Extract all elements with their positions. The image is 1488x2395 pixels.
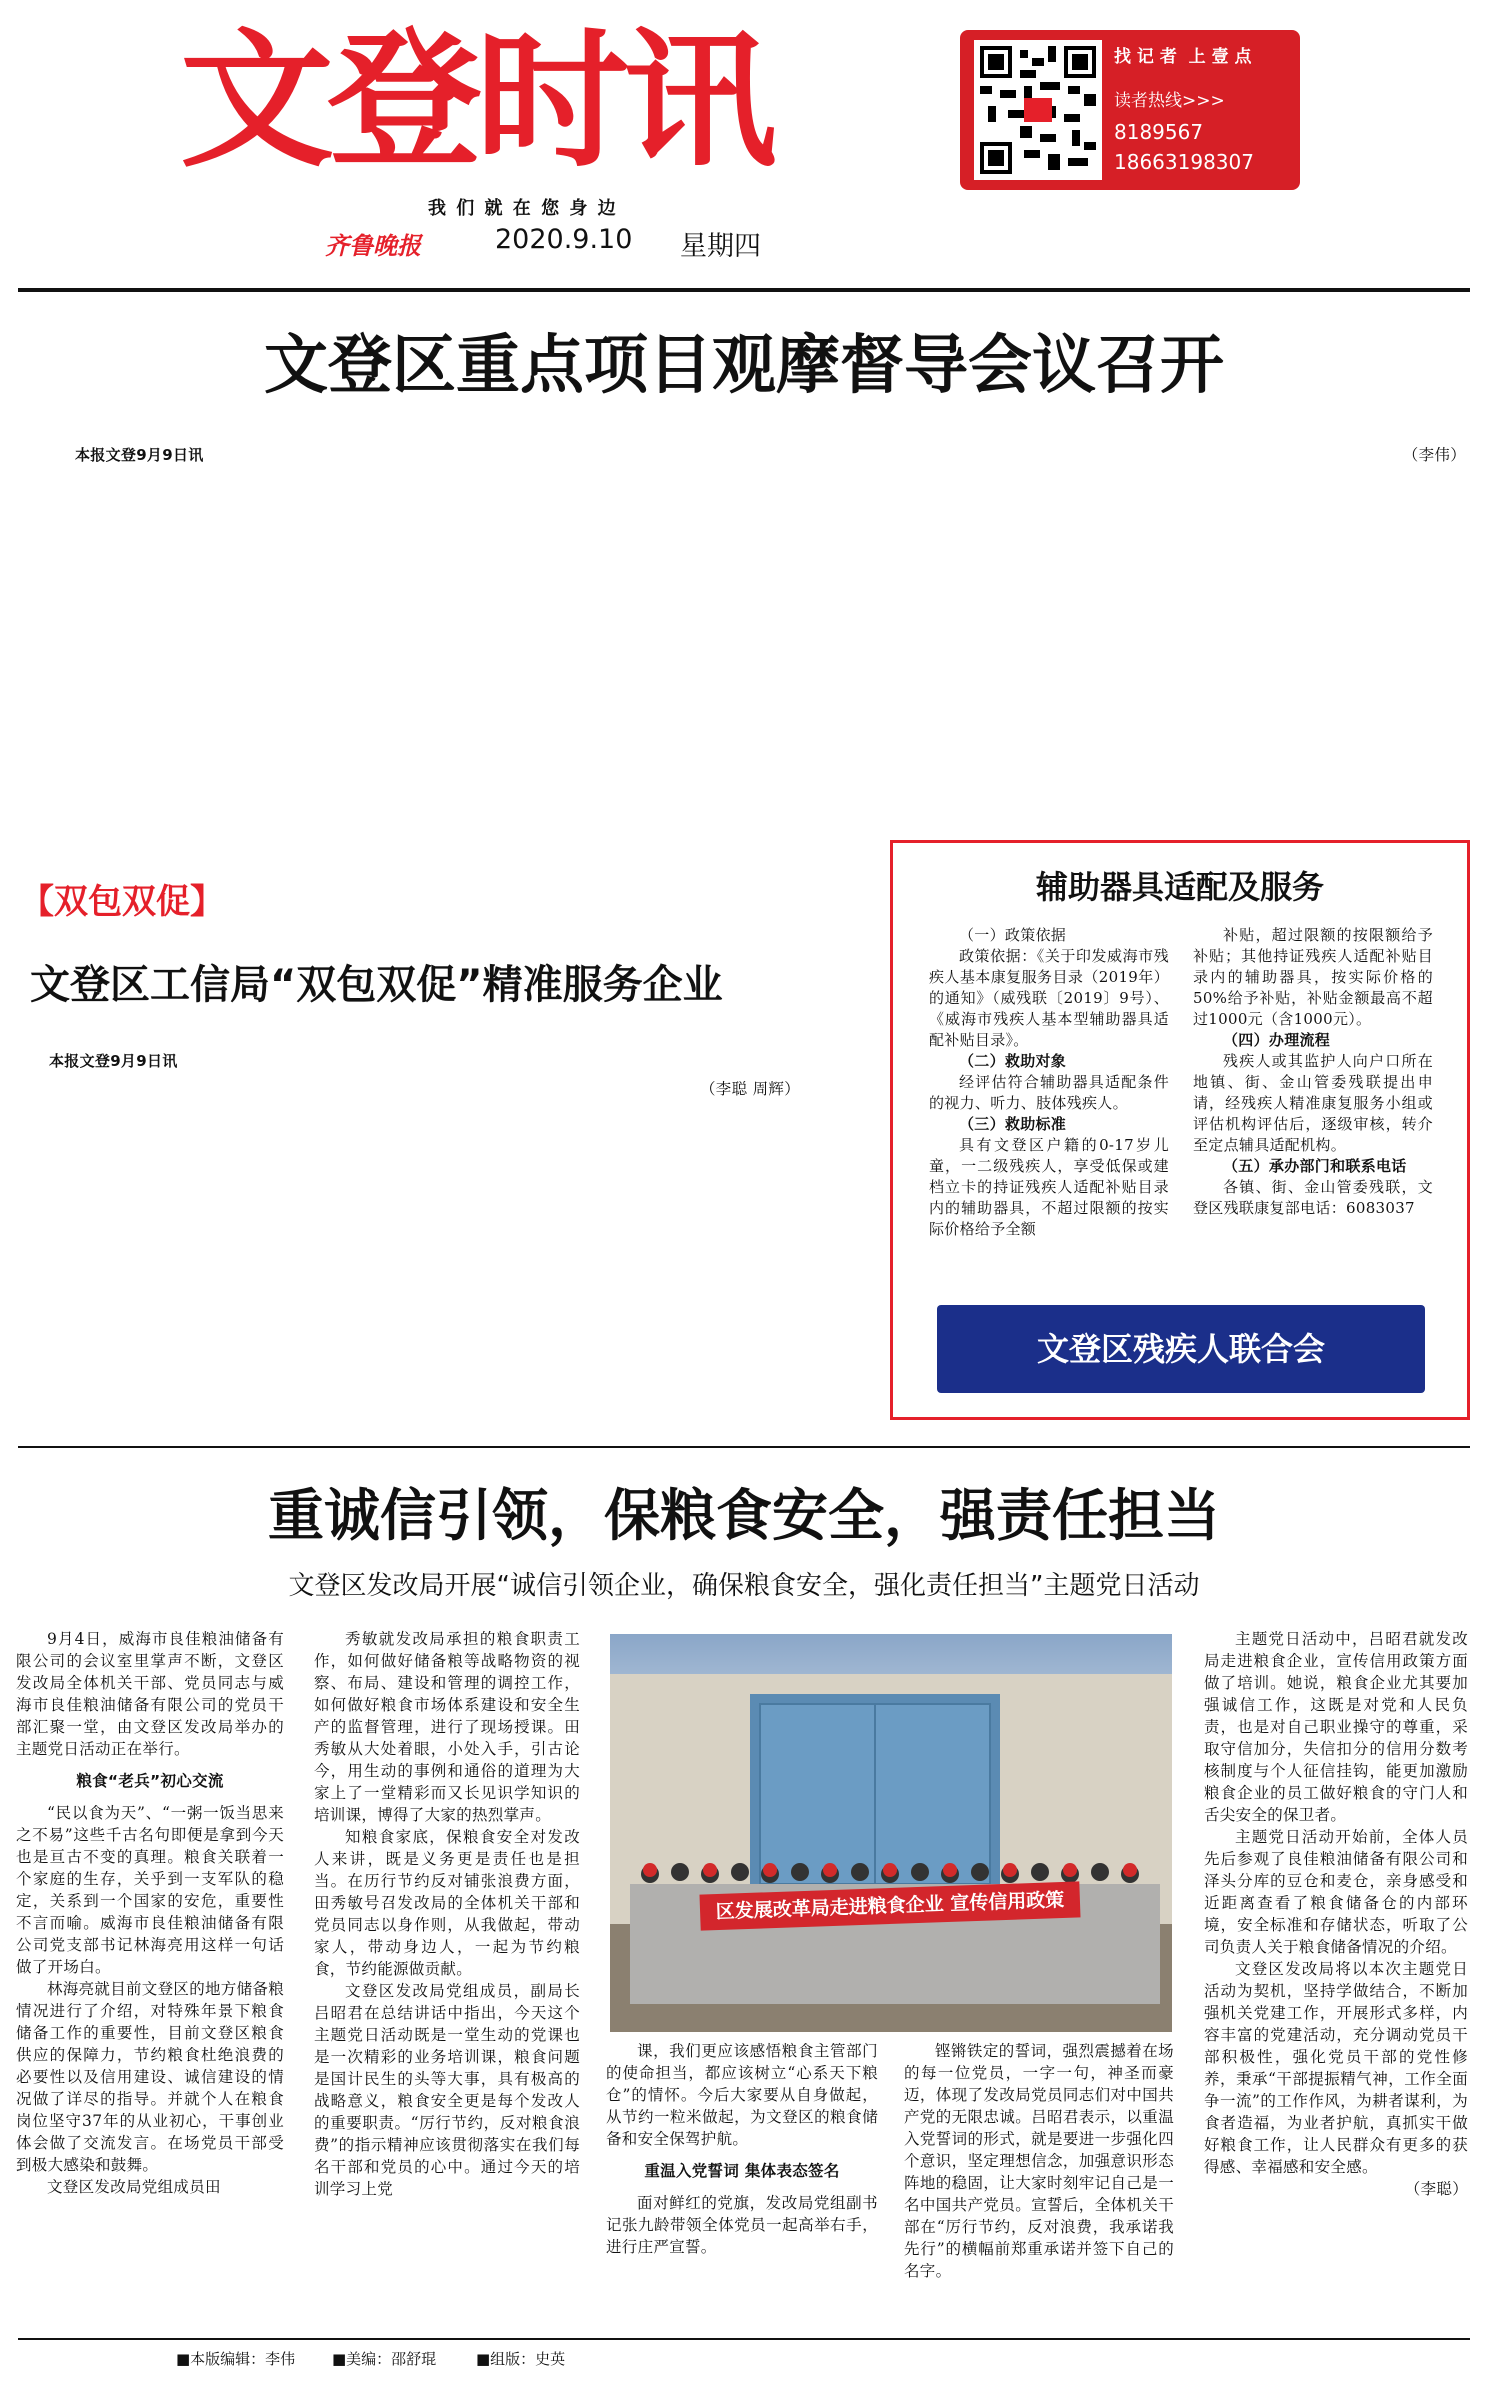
article2-tag: 【双包双促】 bbox=[20, 882, 224, 922]
footer-proof: ■组版：史英 bbox=[476, 2350, 566, 2368]
article3-col3: 课，我们更应该感悟粮食主管部门的使命担当，都应该树立“心系天下粮仓”的情怀。今后大家要从自身做起，从节约一粒米做起，为文登区的粮食储备和安全保驾护航。 重温入党誓词 集体表态签名 面对鲜红的党旗，发改局党组副书记张九龄带领全体党员一起高举右手，进行庄严宣誓。 bbox=[606, 2042, 878, 2256]
article1-signature: （李伟） bbox=[1402, 446, 1466, 464]
article2-col1 bbox=[18, 1050, 390, 1428]
phone-2: 18663198307 bbox=[1114, 150, 1254, 174]
event-photo bbox=[610, 1634, 1172, 2032]
article3-text2: 秀敏就发改局承担的粮食职责工作，如何做好储备粮等战略物资的视察、布局、建设和管理的调控工作，如何做好粮食市场体系建设和安全生产的监督管理，进行了现场授课。田秀敏从大处着眼，小处入手，引古论今，用生动的事例和通俗的道理为大家上了一堂精彩而又长见识学知识的培训课，博得了大家的热烈掌声。 bbox=[314, 1630, 580, 1824]
article1-lead: 本报文登9月9日讯 bbox=[75, 446, 204, 464]
article1-col1 bbox=[44, 444, 276, 814]
article3-text4: 铿锵铁定的誓词，强烈震撼着在场的每一位党员，一字一句，神圣而豪迈，体现了发改局党员同志们对中国共产党的无限忠诚。吕昭君表示，以重温入党誓词的形式，就是要进一步强化四个意识，坚定理想信念，加强意识形态阵地的稳固，让大家时刻牢记自己是一名中国共产党员。宣誓后，全体机关干部在“厉行节约，反对浪费，我承诺我先行”的横幅前郑重承诺并签下自己的名字。 bbox=[904, 2042, 1174, 2280]
article3-col1: 9月4日，威海市良佳粮油储备有限公司的会议室里掌声不断，文登区发改局全体机关干部、党员同志与威海市良佳粮油储备有限公司的党员干部汇聚一堂，由文登区发改局举办的主题党日活动正在举行。 粮食“老兵”初心交流 “民以食为天”、“一粥一饭当思来之不易”这些千古名句即便是拿到今天也是亘古不变的真理。粮食关联着一个家庭的生存，关乎到一支军队的稳定，关系到一个国家的安危，重要性不言而喻。威海市良佳粮油储备有限公司党支部书记林海亮用这样一句话做了开场白。 林海亮就目前文登区的地方储备粮情况进行了介绍，对特殊年景下粮食储备工作的重要性，目前文登区粮食供应的保障力，节约粮食杜绝浪费的必要性以及信用建设、诚信建设的情况做了详尽的指导。并就个人在粮食岗位坚守37年的从业初心，干事创业体会做了交流发言。在场党员干部受到极大感染和鼓舞。 文登区发改局党组成员田 bbox=[16, 1630, 284, 2196]
phone-1: 8189567 bbox=[1114, 120, 1204, 144]
service-title: 辅助器具适配及服务 bbox=[1035, 868, 1324, 906]
article2-headline: 文登区工信局“双包双促”精准服务企业 bbox=[30, 962, 723, 1008]
service-text1: （一）政策依据 bbox=[959, 926, 1067, 944]
issue-date: 2020.9.10 bbox=[495, 224, 633, 255]
article2-signature: （李聪 周辉） bbox=[699, 1080, 800, 1098]
mid-rule bbox=[18, 1446, 1470, 1448]
footer-editor: ■本版编辑：李伟 bbox=[176, 2350, 296, 2368]
article3-headline: 重诚信引领，保粮食安全，强责任担当 bbox=[268, 1484, 1220, 1549]
article3-text1: 9月4日，威海市良佳粮油储备有限公司的会议室里掌声不断，文登区发改局全体机关干部、党员同志与威海市良佳粮油储备有限公司的党员干部汇聚一堂，由文登区发改局举办的主题党日活动正在举行。 bbox=[16, 1630, 284, 1758]
article1-col4 bbox=[908, 444, 1170, 814]
paper-name: 齐鲁晚报 bbox=[325, 231, 421, 260]
article2-lead: 本报文登9月9日讯 bbox=[49, 1052, 178, 1070]
masthead-title: 文登时讯 bbox=[180, 15, 771, 187]
masthead bbox=[0, 0, 1488, 280]
service-text2: 补贴，超过限额的按限额给予补贴；其他持证残疾人适配补贴目录内的辅助器具，按实际价格的50%给予补贴，补贴金额最高不超过1000元（含1000元）。 bbox=[1193, 926, 1433, 1028]
footer-rule bbox=[18, 2338, 1470, 2340]
qr-code bbox=[974, 40, 1102, 180]
slogan: 我 们 就 在 您 身 边 bbox=[428, 198, 618, 219]
footer-design: ■美编：邵舒琨 bbox=[332, 2350, 437, 2368]
article3-subtitle: 文登区发改局开展“诚信引领企业，确保粮食安全，强化责任担当”主题党日活动 bbox=[288, 1571, 1200, 1601]
hotline-label: 读者热线>>> bbox=[1114, 91, 1225, 111]
qr-code-icon bbox=[980, 46, 1096, 174]
article3-text5: 主题党日活动中，吕昭君就发改局走进粮食企业，宣传信用政策方面做了培训。她说，粮食企业尤其要加强诚信工作，这既是对党和人民负责，也是对自己职业操守的尊重，采取守信加分，失信扣分的信用分数考核制度与个人征信挂钩，能更加激励粮食企业的员工做好粮食的守门人和舌尖安全的保卫者。 bbox=[1204, 1630, 1468, 1824]
photo-banner-text: 区发展改革局走进粮食企业 宣传信用政策 bbox=[715, 1888, 1065, 1924]
reporter-label: 找 记 者 上 壹 点 bbox=[1114, 47, 1252, 67]
article3-col5: 主题党日活动中，吕昭君就发改局走进粮食企业，宣传信用政策方面做了培训。她说，粮食企业尤其要加强诚信工作，这既是对党和人民负责，也是对自己职业操守的尊重，采取守信加分，失信扣分的信用分数考核制度与个人征信挂钩，能更加激励粮食企业的员工做好粮食的守门人和舌尖安全的保卫者。 主题党日活动开始前，全体人员先后参观了良佳粮油储备有限公司和泽头分库的豆仓和麦仓，亲身感受和近距离查看了粮食储备仓的内部环境，安全标准和存储状态，听取了公司负责人关于粮食储备情况的介绍。 文登区发改局将以本次主题党日活动为契机，坚持学做结合，不断加强机关党建工作，开展形式多样，内容丰富的党建活动，充分调动党员干部积极性，强化党员干部的党性修养，秉承“干部提振精气神，工作全面争一流”的工作作风，为耕者谋利，为食者造福，为业者护航，真抓实干做好粮食工作，让人民群众有更多的获得感、幸福感和安全感。 （李聪） bbox=[1204, 1630, 1468, 2198]
photo-scene bbox=[610, 1634, 1172, 2032]
article1-col5 bbox=[1204, 444, 1466, 820]
article3-signature: （李聪） bbox=[1404, 2180, 1468, 2198]
service-col1: （一）政策依据 政策依据：《关于印发威海市残疾人基本康复服务目录（2019年）的通知》（威残联〔2019〕9号）、《威海市残疾人基本型辅助器具适配补贴目录》。 （二）救助对象 经评估符合辅助器具适配条件的视力、听力、肢体残疾人。 （三）救助标准 具有文登区户籍的0-17岁儿童，一二级残疾人，享受低保或建档立卡的持证残疾人适配补贴目录内的辅助器具，不超过限额的按实际价格给予全额 bbox=[929, 926, 1169, 1238]
article1-col2 bbox=[316, 444, 578, 814]
article1-headline: 文登区重点项目观摩督导会议召开 bbox=[264, 329, 1224, 403]
service-box bbox=[890, 840, 1470, 1420]
service-org: 文登区残疾人联合会 bbox=[1036, 1330, 1325, 1368]
article3-col2: 秀敏就发改局承担的粮食职责工作，如何做好储备粮等战略物资的视察、布局、建设和管理的调控工作，如何做好粮食市场体系建设和安全生产的监督管理，进行了现场授课。田秀敏从大处着眼，小处入手，引古论今，用生动的事例和通俗的道理为大家上了一堂精彩而又长见识学知识的培训课，博得了大家的热烈掌声。 知粮食家底，保粮食安全对发改人来讲，既是义务更是责任也是担当。在历行节约反对铺张浪费方面，田秀敏号召发改局的全体机关干部和党员同志以身作则，从我做起，带动家人，带动身边人，一起为节约粮食，节约能源做贡献。 文登区发改局党组成员，副局长吕昭君在总结讲话中指出，今天这个主题党日活动既是一堂生动的党课也是一次精彩的业务培训课，粮食问题是国计民生的头等大事，具有极高的战略意义，粮食安全更是每个发改人的重要职责。“厉行节约，反对粮食浪费”的指示精神应该贯彻落实在我们每名干部和党员的心中。通过今天的培训学习上党 bbox=[314, 1630, 580, 2198]
article3-text3a: 课，我们更应该感悟粮食主管部门的使命担当，都应该树立“心系天下粮仓”的情怀。今后大家要从自身做起，从节约一粒米做起，为文登区的粮食储备和安全保驾护航。 bbox=[606, 2042, 878, 2148]
article3-col4 bbox=[904, 2040, 1174, 2304]
contact-box bbox=[960, 30, 1300, 190]
issue-weekday: 星期四 bbox=[680, 231, 761, 262]
article1-col3 bbox=[612, 444, 874, 814]
article2-col2 bbox=[420, 1050, 800, 1428]
service-col2: 补贴，超过限额的按限额给予补贴；其他持证残疾人适配补贴目录内的辅助器具，按实际价格的50%给予补贴，补贴金额最高不超过1000元（含1000元）。 （四）办理流程 残疾人或其监护人向户口所在地镇、街、金山管委残联提出申请，经残疾人精准康复服务小组或评估机构评估后，逐级审核，转介至定点辅具适配机构。 （五）承办部门和联系电话 各镇、街、金山管委残联，文登区残联康复部电话：6083037 bbox=[1193, 926, 1433, 1217]
service-org-banner bbox=[937, 1305, 1425, 1393]
header-rule bbox=[18, 288, 1470, 292]
